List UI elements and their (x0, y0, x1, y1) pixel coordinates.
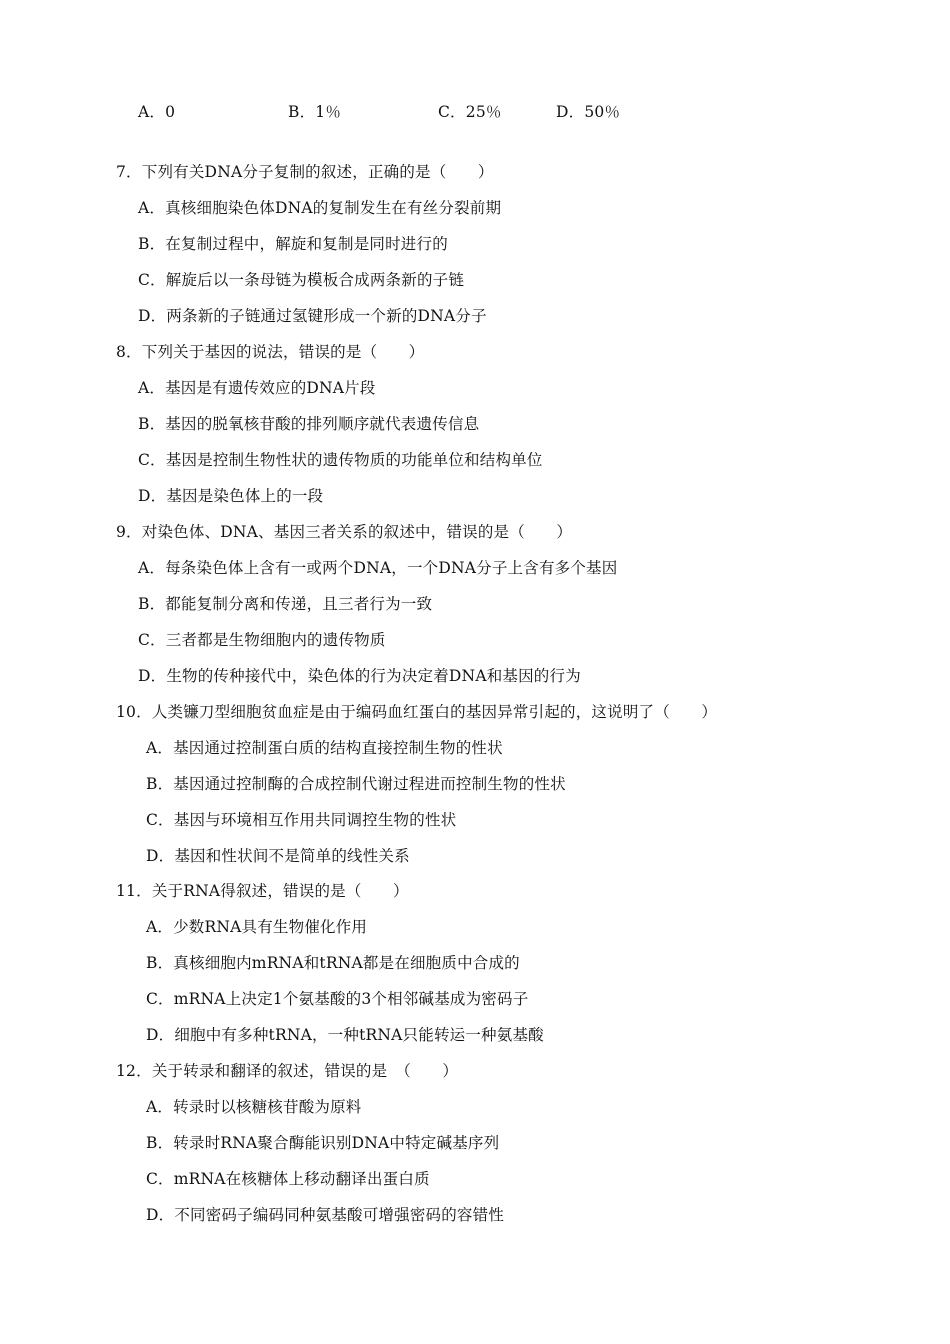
question-9-option-b: B．都能复制分离和传递，且三者行为一致 (138, 595, 433, 613)
question-7-option-a: A．真核细胞染色体DNA的复制发生在有丝分裂前期 (138, 199, 502, 217)
question-11-option-d: D．细胞中有多种tRNA，一种tRNA只能转运一种氨基酸 (146, 1026, 544, 1044)
question-8-option-d: D．基因是染色体上的一段 (138, 487, 324, 505)
q6-option-c: C．25％ (438, 103, 502, 121)
question-11-option-a: A．少数RNA具有生物催化作用 (146, 918, 368, 936)
question-12-option-b: B．转录时RNA聚合酶能识别DNA中特定碱基序列 (146, 1134, 500, 1152)
question-12-option-a: A．转录时以核糖核苷酸为原料 (146, 1098, 362, 1116)
question-9-option-c: C．三者都是生物细胞内的遗传物质 (138, 631, 386, 649)
question-12-option-c: C．mRNA在核糖体上移动翻译出蛋白质 (146, 1170, 430, 1188)
question-12-option-d: D．不同密码子编码同种氨基酸可增强密码的容错性 (146, 1206, 505, 1224)
question-7-option-b: B．在复制过程中，解旋和复制是同时进行的 (138, 235, 448, 253)
question-8-option-c: C．基因是控制生物性状的遗传物质的功能单位和结构单位 (138, 451, 543, 469)
question-8-option-a: A．基因是有遗传效应的DNA片段 (138, 379, 376, 397)
question-10-option-c: C．基因与环境相互作用共同调控生物的性状 (146, 811, 457, 829)
q6-option-a: A．0 (138, 103, 176, 121)
question-11-option-c: C．mRNA上决定1个氨基酸的3个相邻碱基成为密码子 (146, 990, 529, 1008)
question-9-option-a: A．每条染色体上含有一或两个DNA，一个DNA分子上含有多个基因 (138, 559, 618, 577)
question-12-stem: 12．关于转录和翻译的叙述，错误的是 （ ） (116, 1062, 459, 1080)
question-10-stem: 10．人类镰刀型细胞贫血症是由于编码血红蛋白的基因异常引起的，这说明了（ ） (116, 703, 718, 721)
question-9-stem: 9．对染色体、DNA、基因三者关系的叙述中，错误的是（ ） (116, 523, 573, 541)
question-10-option-a: A．基因通过控制蛋白质的结构直接控制生物的性状 (146, 739, 503, 757)
q6-option-b: B．1％ (288, 103, 342, 121)
question-7-option-d: D．两条新的子链通过氢键形成一个新的DNA分子 (138, 307, 487, 325)
question-7-option-c: C．解旋后以一条母链为模板合成两条新的子链 (138, 271, 465, 289)
question-8-stem: 8．下列关于基因的说法，错误的是（ ） (116, 343, 425, 361)
question-10-option-b: B．基因通过控制酶的合成控制代谢过程进而控制生物的性状 (146, 775, 566, 793)
question-9-option-d: D．生物的传种接代中，染色体的行为决定着DNA和基因的行为 (138, 667, 581, 685)
question-8-option-b: B．基因的脱氧核苷酸的排列顺序就代表遗传信息 (138, 415, 480, 433)
question-11-stem: 11．关于RNA得叙述，错误的是（ ） (116, 882, 409, 900)
question-10-option-d: D．基因和性状间不是简单的线性关系 (146, 847, 410, 865)
q6-option-d: D．50％ (556, 103, 621, 121)
question-7-stem: 7．下列有关DNA分子复制的叙述，正确的是（ ） (116, 163, 494, 181)
question-11-option-b: B．真核细胞内mRNA和tRNA都是在细胞质中合成的 (146, 954, 520, 972)
